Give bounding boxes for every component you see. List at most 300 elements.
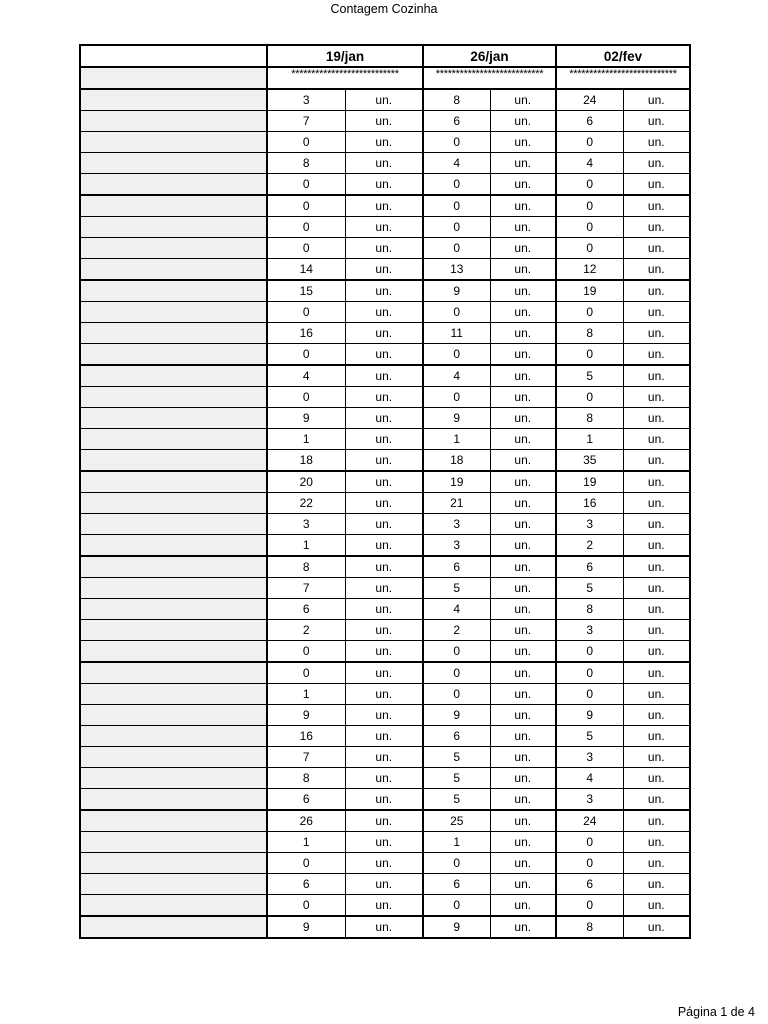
date-header-3[interactable]: 02/fev xyxy=(556,45,690,67)
item-name-cell[interactable] xyxy=(80,365,267,387)
quantity-cell[interactable]: 16 xyxy=(556,493,623,514)
unit-cell: un. xyxy=(345,450,423,472)
item-name-cell[interactable] xyxy=(80,620,267,641)
quantity-cell[interactable]: 8 xyxy=(267,153,345,174)
quantity-cell[interactable]: 3 xyxy=(267,514,345,535)
quantity-cell[interactable]: 25 xyxy=(423,810,490,832)
unit-cell: un. xyxy=(490,641,556,663)
quantity-cell[interactable]: 18 xyxy=(423,450,490,472)
item-name-cell[interactable] xyxy=(80,111,267,132)
quantity-cell[interactable]: 6 xyxy=(267,874,345,895)
quantity-cell[interactable]: 0 xyxy=(423,302,490,323)
quantity-cell[interactable]: 2 xyxy=(423,620,490,641)
unit-cell: un. xyxy=(345,768,423,789)
quantity-cell[interactable]: 0 xyxy=(423,174,490,196)
unit-cell: un. xyxy=(623,111,690,132)
unit-cell: un. xyxy=(490,217,556,238)
quantity-cell[interactable]: 1 xyxy=(267,832,345,853)
unit-cell: un. xyxy=(490,259,556,281)
quantity-cell[interactable]: 6 xyxy=(423,111,490,132)
unit-cell: un. xyxy=(623,726,690,747)
unit-cell: un. xyxy=(345,641,423,663)
quantity-cell[interactable]: 6 xyxy=(423,874,490,895)
unit-cell: un. xyxy=(623,556,690,578)
unit-cell: un. xyxy=(345,578,423,599)
item-name-cell[interactable] xyxy=(80,514,267,535)
quantity-cell[interactable]: 6 xyxy=(556,111,623,132)
quantity-cell[interactable]: 6 xyxy=(267,599,345,620)
quantity-cell[interactable]: 0 xyxy=(267,895,345,917)
table-row xyxy=(80,387,690,408)
unit-cell: un. xyxy=(623,662,690,684)
table-row xyxy=(80,535,690,557)
unit-cell: un. xyxy=(623,578,690,599)
table-row xyxy=(80,153,690,174)
quantity-cell[interactable]: 0 xyxy=(423,662,490,684)
quantity-cell[interactable]: 9 xyxy=(423,916,490,938)
item-name-cell[interactable] xyxy=(80,641,267,663)
unit-cell: un. xyxy=(490,810,556,832)
table-row xyxy=(80,302,690,323)
table-row xyxy=(80,195,690,217)
quantity-cell[interactable]: 8 xyxy=(556,323,623,344)
item-name-cell[interactable] xyxy=(80,662,267,684)
unit-cell: un. xyxy=(623,874,690,895)
item-name-cell[interactable] xyxy=(80,874,267,895)
quantity-cell[interactable]: 9 xyxy=(267,408,345,429)
quantity-cell[interactable]: 1 xyxy=(267,429,345,450)
quantity-cell[interactable]: 13 xyxy=(423,259,490,281)
quantity-cell[interactable]: 0 xyxy=(423,853,490,874)
unit-cell: un. xyxy=(490,387,556,408)
quantity-cell[interactable]: 0 xyxy=(423,195,490,217)
quantity-cell[interactable]: 0 xyxy=(556,217,623,238)
unit-cell: un. xyxy=(490,280,556,302)
quantity-cell[interactable]: 0 xyxy=(267,174,345,196)
quantity-cell[interactable]: 0 xyxy=(556,895,623,917)
unit-cell: un. xyxy=(345,323,423,344)
page-title: Contagem Cozinha xyxy=(330,2,438,16)
quantity-cell[interactable]: 0 xyxy=(556,853,623,874)
unit-cell: un. xyxy=(490,195,556,217)
item-name-cell[interactable] xyxy=(80,747,267,768)
unit-cell: un. xyxy=(345,471,423,493)
unit-cell: un. xyxy=(490,89,556,111)
table-row xyxy=(80,514,690,535)
unit-cell: un. xyxy=(623,895,690,917)
unit-cell: un. xyxy=(623,684,690,705)
unit-cell: un. xyxy=(345,514,423,535)
unit-cell: un. xyxy=(490,302,556,323)
quantity-cell[interactable]: 1 xyxy=(556,429,623,450)
item-name-cell[interactable] xyxy=(80,132,267,153)
quantity-cell[interactable]: 0 xyxy=(423,132,490,153)
unit-cell: un. xyxy=(345,280,423,302)
item-name-cell[interactable] xyxy=(80,408,267,429)
quantity-cell[interactable]: 22 xyxy=(267,493,345,514)
unit-cell: un. xyxy=(623,705,690,726)
unit-cell: un. xyxy=(490,535,556,557)
unit-cell: un. xyxy=(490,153,556,174)
item-name-cell[interactable] xyxy=(80,916,267,938)
item-name-cell[interactable] xyxy=(80,853,267,874)
quantity-cell[interactable]: 19 xyxy=(556,280,623,302)
unit-cell: un. xyxy=(490,514,556,535)
quantity-cell[interactable]: 0 xyxy=(556,238,623,259)
inventory-table xyxy=(79,44,691,939)
quantity-cell[interactable]: 0 xyxy=(556,684,623,705)
quantity-cell[interactable]: 19 xyxy=(423,471,490,493)
table-row xyxy=(80,747,690,768)
unit-cell: un. xyxy=(490,726,556,747)
item-name-cell[interactable] xyxy=(80,238,267,259)
unit-cell: un. xyxy=(623,535,690,557)
item-name-cell[interactable] xyxy=(80,684,267,705)
quantity-cell[interactable]: 0 xyxy=(556,832,623,853)
date-header-2[interactable]: 26/jan xyxy=(423,45,556,67)
unit-cell: un. xyxy=(490,705,556,726)
quantity-cell[interactable]: 11 xyxy=(423,323,490,344)
unit-cell: un. xyxy=(623,302,690,323)
table-row xyxy=(80,493,690,514)
item-name-cell[interactable] xyxy=(80,832,267,853)
item-name-cell[interactable] xyxy=(80,789,267,811)
quantity-cell[interactable]: 6 xyxy=(423,556,490,578)
unit-cell: un. xyxy=(623,429,690,450)
unit-cell: un. xyxy=(345,365,423,387)
table-row xyxy=(80,174,690,196)
quantity-cell[interactable]: 24 xyxy=(556,89,623,111)
unit-cell: un. xyxy=(623,493,690,514)
unit-cell: un. xyxy=(623,620,690,641)
header-empty-cell xyxy=(80,45,267,67)
unit-cell: un. xyxy=(623,832,690,853)
quantity-cell[interactable]: 8 xyxy=(267,768,345,789)
quantity-cell[interactable]: 9 xyxy=(423,280,490,302)
quantity-cell[interactable]: 0 xyxy=(267,662,345,684)
item-name-cell[interactable] xyxy=(80,471,267,493)
unit-cell: un. xyxy=(623,217,690,238)
quantity-cell[interactable]: 5 xyxy=(423,768,490,789)
quantity-cell[interactable]: 0 xyxy=(556,174,623,196)
unit-cell: un. xyxy=(623,471,690,493)
unit-cell: un. xyxy=(623,810,690,832)
quantity-cell[interactable]: 1 xyxy=(267,684,345,705)
table-row xyxy=(80,217,690,238)
item-name-cell[interactable] xyxy=(80,323,267,344)
date-header-1[interactable]: 19/jan xyxy=(267,45,423,67)
quantity-cell[interactable]: 14 xyxy=(267,259,345,281)
item-name-cell[interactable] xyxy=(80,810,267,832)
quantity-cell[interactable]: 3 xyxy=(556,620,623,641)
quantity-cell[interactable]: 5 xyxy=(423,747,490,768)
quantity-cell[interactable]: 24 xyxy=(556,810,623,832)
item-name-cell[interactable] xyxy=(80,578,267,599)
unit-cell: un. xyxy=(490,174,556,196)
unit-cell: un. xyxy=(345,111,423,132)
quantity-cell[interactable]: 0 xyxy=(267,302,345,323)
table-row xyxy=(80,323,690,344)
unit-cell: un. xyxy=(623,365,690,387)
unit-cell: un. xyxy=(345,195,423,217)
table-row xyxy=(80,89,690,111)
quantity-cell[interactable]: 0 xyxy=(556,195,623,217)
quantity-cell[interactable]: 4 xyxy=(267,365,345,387)
unit-cell: un. xyxy=(345,429,423,450)
unit-cell: un. xyxy=(345,344,423,366)
quantity-cell[interactable]: 20 xyxy=(267,471,345,493)
unit-cell: un. xyxy=(490,916,556,938)
quantity-cell[interactable]: 0 xyxy=(267,387,345,408)
quantity-cell[interactable]: 0 xyxy=(423,641,490,663)
quantity-cell[interactable]: 0 xyxy=(556,302,623,323)
quantity-cell[interactable]: 0 xyxy=(267,195,345,217)
quantity-cell[interactable]: 0 xyxy=(556,387,623,408)
unit-cell: un. xyxy=(490,853,556,874)
quantity-cell[interactable]: 4 xyxy=(423,599,490,620)
table-row xyxy=(80,832,690,853)
unit-cell: un. xyxy=(490,556,556,578)
table-row xyxy=(80,768,690,789)
separator-label-cell xyxy=(80,67,267,89)
unit-cell: un. xyxy=(623,747,690,768)
item-name-cell[interactable] xyxy=(80,493,267,514)
stars-cell-2: *************************** xyxy=(423,67,556,89)
unit-cell: un. xyxy=(345,810,423,832)
quantity-cell[interactable]: 5 xyxy=(423,578,490,599)
unit-cell: un. xyxy=(490,578,556,599)
table-row xyxy=(80,874,690,895)
quantity-cell[interactable]: 0 xyxy=(423,895,490,917)
unit-cell: un. xyxy=(345,556,423,578)
item-name-cell[interactable] xyxy=(80,89,267,111)
quantity-cell[interactable]: 7 xyxy=(267,111,345,132)
table-row xyxy=(80,895,690,917)
unit-cell: un. xyxy=(623,599,690,620)
unit-cell: un. xyxy=(490,344,556,366)
unit-cell: un. xyxy=(623,259,690,281)
unit-cell: un. xyxy=(345,408,423,429)
quantity-cell[interactable]: 26 xyxy=(267,810,345,832)
unit-cell: un. xyxy=(345,726,423,747)
unit-cell: un. xyxy=(490,684,556,705)
unit-cell: un. xyxy=(345,259,423,281)
quantity-cell[interactable]: 16 xyxy=(267,323,345,344)
unit-cell: un. xyxy=(623,280,690,302)
unit-cell: un. xyxy=(490,132,556,153)
quantity-cell[interactable]: 6 xyxy=(556,874,623,895)
quantity-cell[interactable]: 8 xyxy=(556,408,623,429)
unit-cell: un. xyxy=(345,684,423,705)
quantity-cell[interactable]: 4 xyxy=(556,153,623,174)
unit-cell: un. xyxy=(490,471,556,493)
unit-cell: un. xyxy=(345,853,423,874)
item-name-cell[interactable] xyxy=(80,556,267,578)
quantity-cell[interactable]: 0 xyxy=(267,853,345,874)
table-row xyxy=(80,578,690,599)
quantity-cell[interactable]: 8 xyxy=(556,916,623,938)
item-name-cell[interactable] xyxy=(80,174,267,196)
item-name-cell[interactable] xyxy=(80,535,267,557)
quantity-cell[interactable]: 15 xyxy=(267,280,345,302)
unit-cell: un. xyxy=(345,238,423,259)
unit-cell: un. xyxy=(623,153,690,174)
quantity-cell[interactable]: 0 xyxy=(423,387,490,408)
unit-cell: un. xyxy=(490,747,556,768)
unit-cell: un. xyxy=(345,535,423,557)
quantity-cell[interactable]: 8 xyxy=(556,599,623,620)
table-row xyxy=(80,365,690,387)
quantity-cell[interactable]: 4 xyxy=(556,768,623,789)
unit-cell: un. xyxy=(345,599,423,620)
unit-cell: un. xyxy=(623,768,690,789)
item-name-cell[interactable] xyxy=(80,429,267,450)
quantity-cell[interactable]: 3 xyxy=(556,747,623,768)
quantity-cell[interactable]: 0 xyxy=(556,344,623,366)
quantity-cell[interactable]: 3 xyxy=(423,535,490,557)
quantity-cell[interactable]: 3 xyxy=(556,514,623,535)
table-row xyxy=(80,684,690,705)
quantity-cell[interactable]: 4 xyxy=(423,365,490,387)
quantity-cell[interactable]: 0 xyxy=(556,662,623,684)
quantity-cell[interactable]: 0 xyxy=(267,217,345,238)
unit-cell: un. xyxy=(623,408,690,429)
unit-cell: un. xyxy=(623,132,690,153)
item-name-cell[interactable] xyxy=(80,895,267,917)
quantity-cell[interactable]: 9 xyxy=(556,705,623,726)
unit-cell: un. xyxy=(490,768,556,789)
quantity-cell[interactable]: 35 xyxy=(556,450,623,472)
quantity-cell[interactable]: 5 xyxy=(423,789,490,811)
item-name-cell[interactable] xyxy=(80,153,267,174)
quantity-cell[interactable]: 3 xyxy=(423,514,490,535)
table-row xyxy=(80,641,690,663)
quantity-cell[interactable]: 0 xyxy=(267,132,345,153)
table-row xyxy=(80,111,690,132)
unit-cell: un. xyxy=(490,874,556,895)
item-name-cell[interactable] xyxy=(80,302,267,323)
unit-cell: un. xyxy=(345,493,423,514)
unit-cell: un. xyxy=(623,514,690,535)
quantity-cell[interactable]: 6 xyxy=(423,726,490,747)
quantity-cell[interactable]: 0 xyxy=(423,238,490,259)
unit-cell: un. xyxy=(623,853,690,874)
quantity-cell[interactable]: 12 xyxy=(556,259,623,281)
quantity-cell[interactable]: 3 xyxy=(556,789,623,811)
quantity-cell[interactable]: 8 xyxy=(267,556,345,578)
table-row xyxy=(80,789,690,811)
table-row xyxy=(80,620,690,641)
item-name-cell[interactable] xyxy=(80,259,267,281)
stars-cell-3: *************************** xyxy=(556,67,690,89)
quantity-cell[interactable]: 1 xyxy=(423,832,490,853)
quantity-cell[interactable]: 0 xyxy=(267,344,345,366)
item-name-cell[interactable] xyxy=(80,195,267,217)
quantity-cell[interactable]: 0 xyxy=(423,684,490,705)
quantity-cell[interactable]: 9 xyxy=(423,705,490,726)
separator-row xyxy=(80,67,690,89)
quantity-cell[interactable]: 0 xyxy=(423,217,490,238)
item-name-cell[interactable] xyxy=(80,768,267,789)
unit-cell: un. xyxy=(490,662,556,684)
item-name-cell[interactable] xyxy=(80,705,267,726)
unit-cell: un. xyxy=(490,789,556,811)
unit-cell: un. xyxy=(345,662,423,684)
quantity-cell[interactable]: 0 xyxy=(556,132,623,153)
unit-cell: un. xyxy=(345,832,423,853)
unit-cell: un. xyxy=(623,195,690,217)
unit-cell: un. xyxy=(490,111,556,132)
quantity-cell[interactable]: 9 xyxy=(267,705,345,726)
unit-cell: un. xyxy=(345,705,423,726)
table-row xyxy=(80,344,690,366)
item-name-cell[interactable] xyxy=(80,217,267,238)
quantity-cell[interactable]: 5 xyxy=(556,726,623,747)
quantity-cell[interactable]: 1 xyxy=(267,535,345,557)
table-row xyxy=(80,450,690,472)
unit-cell: un. xyxy=(345,132,423,153)
table-row xyxy=(80,429,690,450)
unit-cell: un. xyxy=(490,895,556,917)
quantity-cell[interactable]: 18 xyxy=(267,450,345,472)
quantity-cell[interactable]: 4 xyxy=(423,153,490,174)
quantity-cell[interactable]: 1 xyxy=(423,429,490,450)
unit-cell: un. xyxy=(490,493,556,514)
quantity-cell[interactable]: 19 xyxy=(556,471,623,493)
quantity-cell[interactable]: 6 xyxy=(267,789,345,811)
table-row xyxy=(80,916,690,938)
quantity-cell[interactable]: 7 xyxy=(267,747,345,768)
unit-cell: un. xyxy=(623,450,690,472)
quantity-cell[interactable]: 0 xyxy=(423,344,490,366)
unit-cell: un. xyxy=(345,217,423,238)
unit-cell: un. xyxy=(490,238,556,259)
quantity-cell[interactable]: 9 xyxy=(423,408,490,429)
item-name-cell[interactable] xyxy=(80,726,267,747)
quantity-cell[interactable]: 2 xyxy=(556,535,623,557)
quantity-cell[interactable]: 6 xyxy=(556,556,623,578)
quantity-cell[interactable]: 5 xyxy=(556,578,623,599)
item-name-cell[interactable] xyxy=(80,599,267,620)
quantity-cell[interactable]: 0 xyxy=(556,641,623,663)
unit-cell: un. xyxy=(490,450,556,472)
quantity-cell[interactable]: 8 xyxy=(423,89,490,111)
item-name-cell[interactable] xyxy=(80,280,267,302)
unit-cell: un. xyxy=(623,344,690,366)
item-name-cell[interactable] xyxy=(80,387,267,408)
quantity-cell[interactable]: 3 xyxy=(267,89,345,111)
unit-cell: un. xyxy=(623,641,690,663)
unit-cell: un. xyxy=(345,916,423,938)
quantity-cell[interactable]: 21 xyxy=(423,493,490,514)
table-row xyxy=(80,556,690,578)
unit-cell: un. xyxy=(345,89,423,111)
item-name-cell[interactable] xyxy=(80,450,267,472)
quantity-cell[interactable]: 16 xyxy=(267,726,345,747)
quantity-cell[interactable]: 2 xyxy=(267,620,345,641)
quantity-cell[interactable]: 5 xyxy=(556,365,623,387)
quantity-cell[interactable]: 7 xyxy=(267,578,345,599)
unit-cell: un. xyxy=(623,174,690,196)
unit-cell: un. xyxy=(490,429,556,450)
quantity-cell[interactable]: 9 xyxy=(267,916,345,938)
unit-cell: un. xyxy=(490,365,556,387)
quantity-cell[interactable]: 0 xyxy=(267,641,345,663)
unit-cell: un. xyxy=(623,89,690,111)
unit-cell: un. xyxy=(623,323,690,344)
item-name-cell[interactable] xyxy=(80,344,267,366)
quantity-cell[interactable]: 0 xyxy=(267,238,345,259)
